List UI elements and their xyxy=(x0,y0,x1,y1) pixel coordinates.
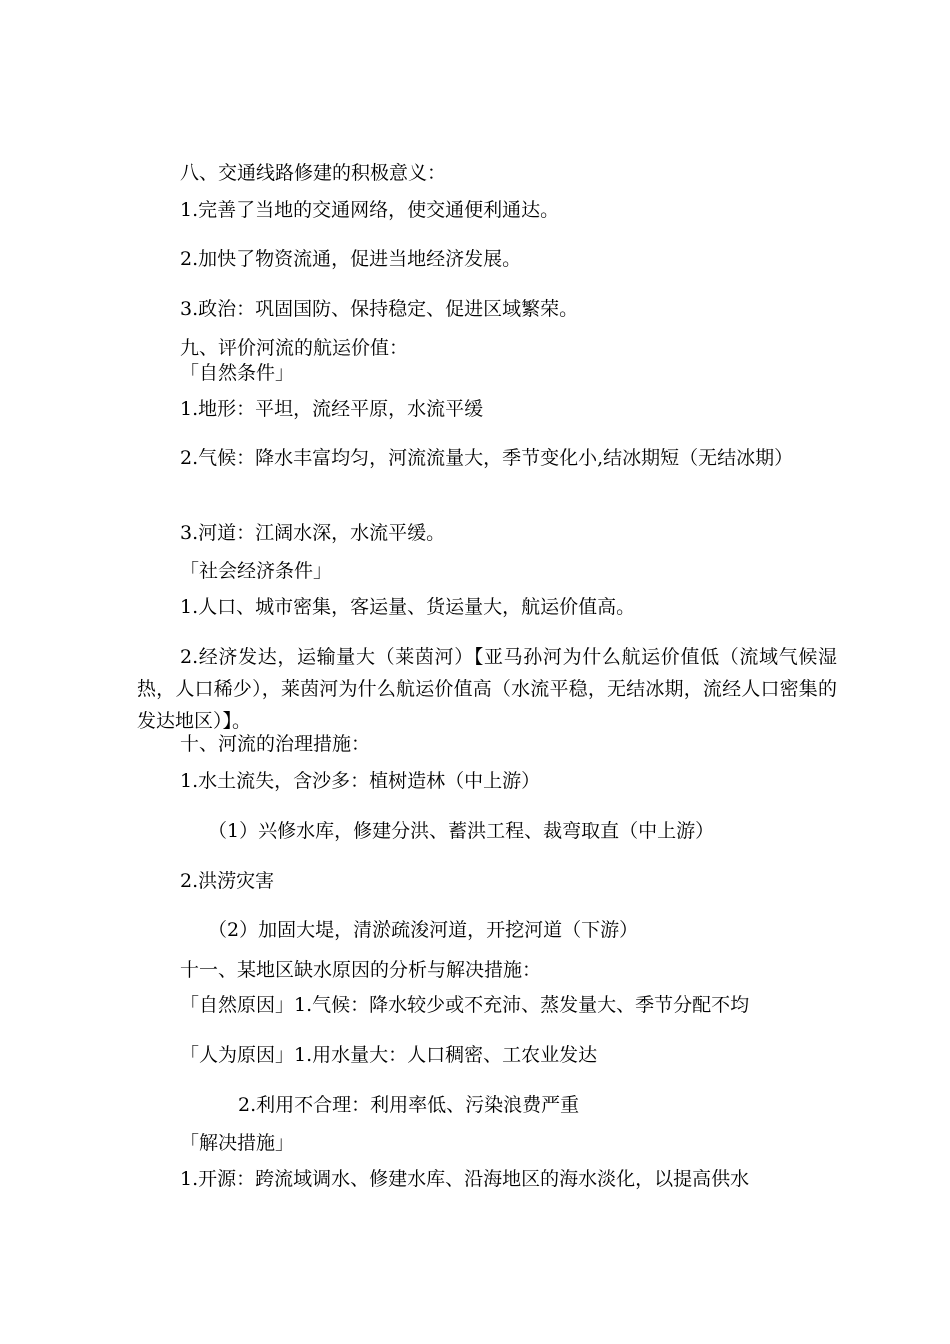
section-9-heading: 九、评价河流的航运价值： xyxy=(180,337,409,359)
section-8-item-2: 2.加快了物资流通，促进当地经济发展。 xyxy=(180,248,522,270)
social-conditions-label: 「社会经济条件」 xyxy=(180,560,333,582)
section-9-social-2: 2.经济发达，运输量大（莱茵河）【亚马孙河为什么航运价值低（流域气候湿热，人口稀少），莱茵河为什么航运价值高（水流平稳，无结冰期，流经人口密集的发达地区）】。 xyxy=(137,646,837,732)
solution-label: 「解决措施」 xyxy=(180,1132,295,1154)
section-8-item-3: 3.政治：巩固国防、保持稳定、促进区域繁荣。 xyxy=(180,298,579,320)
section-11-natural: 「自然原因」1.气候：降水较少或不充沛、蒸发量大、季节分配不均 xyxy=(180,994,750,1016)
section-10-item-4: （2）加固大堤，清淤疏浚河道，开挖河道（下游） xyxy=(208,919,639,941)
section-9-natural-3: 3.河道：江阔水深，水流平缓。 xyxy=(180,522,446,544)
section-8-item-1: 1.完善了当地的交通网络，使交通便利通达。 xyxy=(180,199,560,221)
section-10-item-2: （1）兴修水库，修建分洪、蓄洪工程、裁弯取直（中上游） xyxy=(208,820,715,842)
section-11-human-2: 2.利用不合理：利用率低、污染浪费严重 xyxy=(238,1094,580,1116)
natural-conditions-label: 「自然条件」 xyxy=(180,362,295,384)
section-10-item-3: 2.洪涝灾害 xyxy=(180,870,275,892)
section-11-heading: 十一、某地区缺水原因的分析与解决措施： xyxy=(180,959,542,981)
section-9-natural-2: 2.气候：降水丰富均匀，河流流量大，季节变化小,结冰期短（无结冰期） xyxy=(180,447,794,469)
section-10-item-1: 1.水土流失，含沙多：植树造林（中上游） xyxy=(180,770,541,792)
section-9-social-1: 1.人口、城市密集，客运量、货运量大，航运价值高。 xyxy=(180,596,636,618)
section-10-heading: 十、河流的治理措施： xyxy=(180,733,371,755)
section-8-heading: 八、交通线路修建的积极意义： xyxy=(180,162,447,184)
section-11-solution-1: 1.开源：跨流域调水、修建水库、沿海地区的海水淡化，以提高供水 xyxy=(180,1168,750,1190)
section-11-human: 「人为原因」1.用水量大：人口稠密、工农业发达 xyxy=(180,1044,598,1066)
section-9-natural-1: 1.地形：平坦，流经平原，水流平缓 xyxy=(180,398,484,420)
